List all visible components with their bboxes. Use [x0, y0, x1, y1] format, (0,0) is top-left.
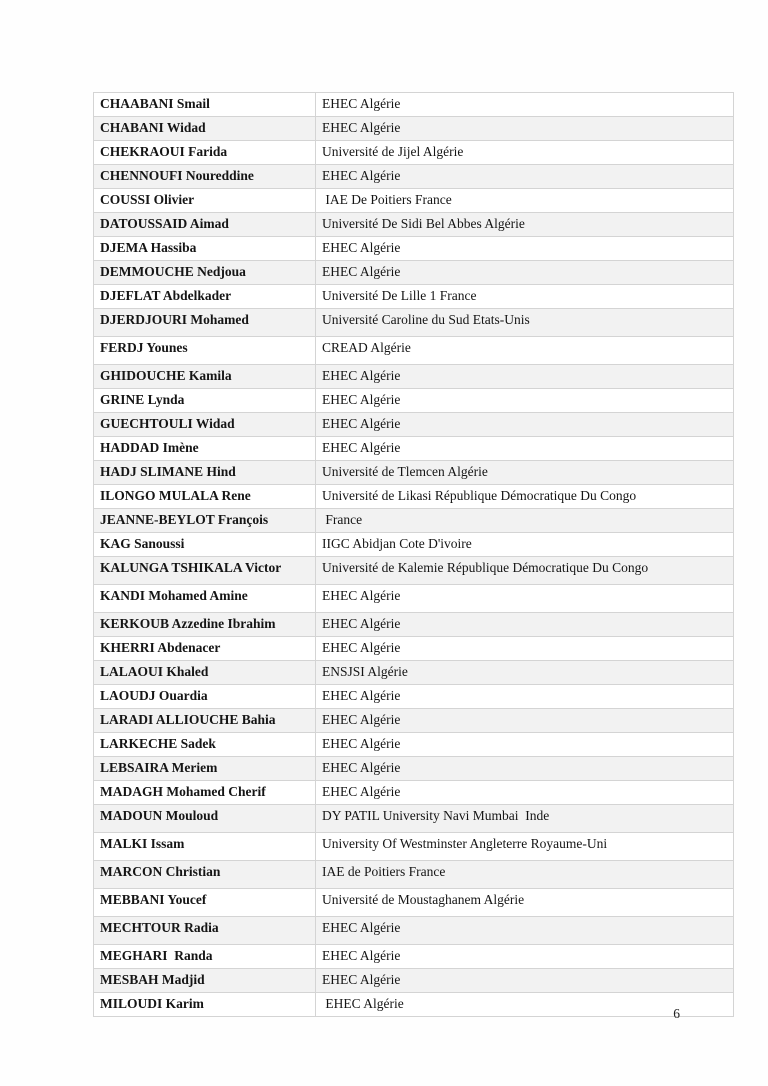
participant-affiliation: EHEC Algérie	[316, 709, 734, 733]
table-row	[94, 637, 734, 661]
participant-name: MEBBANI Youcef	[94, 889, 316, 917]
participant-name: HADDAD Imène	[94, 437, 316, 461]
participant-affiliation: CREAD Algérie	[316, 337, 734, 365]
participant-affiliation: EHEC Algérie	[316, 365, 734, 389]
table-row	[94, 237, 734, 261]
table-row	[94, 365, 734, 389]
participant-affiliation: Université De Lille 1 France	[316, 285, 734, 309]
table-row	[94, 533, 734, 557]
participant-name: DATOUSSAID Aimad	[94, 213, 316, 237]
participant-affiliation: University Of Westminster Angleterre Royaume-Uni	[316, 833, 734, 861]
participant-name: CHABANI Widad	[94, 117, 316, 141]
participant-affiliation: EHEC Algérie	[316, 389, 734, 413]
table-row	[94, 709, 734, 733]
participant-affiliation: EHEC Algérie	[316, 261, 734, 285]
table-row	[94, 861, 734, 889]
participant-affiliation: EHEC Algérie	[316, 165, 734, 189]
table-row	[94, 945, 734, 969]
table-row	[94, 93, 734, 117]
participant-name: MALKI Issam	[94, 833, 316, 861]
table-row	[94, 117, 734, 141]
table-row	[94, 781, 734, 805]
participant-name: GHIDOUCHE Kamila	[94, 365, 316, 389]
table-row	[94, 993, 734, 1017]
participant-name: KALUNGA TSHIKALA Victor	[94, 557, 316, 585]
participant-name: KERKOUB Azzedine Ibrahim	[94, 613, 316, 637]
participants-table	[93, 92, 734, 1017]
participant-name: GRINE Lynda	[94, 389, 316, 413]
participant-name: LAOUDJ Ouardia	[94, 685, 316, 709]
participant-name: LARADI ALLIOUCHE Bahia	[94, 709, 316, 733]
participant-name: KHERRI Abdenacer	[94, 637, 316, 661]
participant-affiliation: ENSJSI Algérie	[316, 661, 734, 685]
table-row	[94, 141, 734, 165]
participant-name: COUSSI Olivier	[94, 189, 316, 213]
participant-name: LEBSAIRA Meriem	[94, 757, 316, 781]
participant-name: DJERDJOURI Mohamed	[94, 309, 316, 337]
participants-table-body	[94, 93, 734, 1017]
table-row	[94, 661, 734, 685]
participant-name: MADOUN Mouloud	[94, 805, 316, 833]
table-row	[94, 805, 734, 833]
participant-name: CHENNOUFI Noureddine	[94, 165, 316, 189]
participant-name: HADJ SLIMANE Hind	[94, 461, 316, 485]
participant-name: JEANNE-BEYLOT François	[94, 509, 316, 533]
participant-affiliation: IIGC Abidjan Cote D'ivoire	[316, 533, 734, 557]
participant-name: DEMMOUCHE Nedjoua	[94, 261, 316, 285]
participant-affiliation: Université de Likasi République Démocratique Du Congo	[316, 485, 734, 509]
participant-affiliation: EHEC Algérie	[316, 585, 734, 613]
participant-name: FERDJ Younes	[94, 337, 316, 365]
table-row	[94, 389, 734, 413]
table-row	[94, 485, 734, 509]
table-row	[94, 509, 734, 533]
participant-affiliation: Université de Kalemie République Démocratique Du Congo	[316, 557, 734, 585]
participant-affiliation: EHEC Algérie	[316, 757, 734, 781]
participant-name: MESBAH Madjid	[94, 969, 316, 993]
participant-name: MEGHARI Randa	[94, 945, 316, 969]
page-number: 6	[673, 1006, 680, 1021]
table-row	[94, 413, 734, 437]
participant-affiliation: Université de Moustaghanem Algérie	[316, 889, 734, 917]
table-row	[94, 557, 734, 585]
participant-affiliation: EHEC Algérie	[316, 781, 734, 805]
participant-affiliation: IAE de Poitiers France	[316, 861, 734, 889]
participant-affiliation: EHEC Algérie	[316, 917, 734, 945]
participant-affiliation: EHEC Algérie	[316, 117, 734, 141]
participant-name: ILONGO MULALA Rene	[94, 485, 316, 509]
table-row	[94, 917, 734, 945]
participant-affiliation: Université de Tlemcen Algérie	[316, 461, 734, 485]
table-row	[94, 261, 734, 285]
participant-name: GUECHTOULI Widad	[94, 413, 316, 437]
participant-affiliation: EHEC Algérie	[316, 733, 734, 757]
participant-affiliation: EHEC Algérie	[316, 613, 734, 637]
participant-affiliation: Université Caroline du Sud Etats-Unis	[316, 309, 734, 337]
table-row	[94, 213, 734, 237]
participant-name: MADAGH Mohamed Cherif	[94, 781, 316, 805]
participant-name: LALAOUI Khaled	[94, 661, 316, 685]
participant-name: CHAABANI Smail	[94, 93, 316, 117]
participant-name: KANDI Mohamed Amine	[94, 585, 316, 613]
participant-name: LARKECHE Sadek	[94, 733, 316, 757]
participant-affiliation: EHEC Algérie	[316, 93, 734, 117]
table-row	[94, 889, 734, 917]
table-row	[94, 165, 734, 189]
participant-affiliation: EHEC Algérie	[316, 993, 734, 1017]
participant-name: MARCON Christian	[94, 861, 316, 889]
participant-affiliation: Université De Sidi Bel Abbes Algérie	[316, 213, 734, 237]
table-row	[94, 337, 734, 365]
participant-name: MECHTOUR Radia	[94, 917, 316, 945]
table-row	[94, 969, 734, 993]
table-row	[94, 613, 734, 637]
participant-affiliation: EHEC Algérie	[316, 437, 734, 461]
table-row	[94, 285, 734, 309]
table-row	[94, 189, 734, 213]
participant-name: DJEFLAT Abdelkader	[94, 285, 316, 309]
participant-affiliation: EHEC Algérie	[316, 969, 734, 993]
participant-name: KAG Sanoussi	[94, 533, 316, 557]
table-row	[94, 757, 734, 781]
table-row	[94, 585, 734, 613]
participant-affiliation: DY PATIL University Navi Mumbai Inde	[316, 805, 734, 833]
table-row	[94, 733, 734, 757]
participant-name: MILOUDI Karim	[94, 993, 316, 1017]
participant-affiliation: Université de Jijel Algérie	[316, 141, 734, 165]
table-row	[94, 437, 734, 461]
table-row	[94, 685, 734, 709]
table-row	[94, 461, 734, 485]
participant-affiliation: IAE De Poitiers France	[316, 189, 734, 213]
participant-name: CHEKRAOUI Farida	[94, 141, 316, 165]
participant-affiliation: EHEC Algérie	[316, 637, 734, 661]
participant-name: DJEMA Hassiba	[94, 237, 316, 261]
table-row	[94, 309, 734, 337]
participant-affiliation: France	[316, 509, 734, 533]
participant-affiliation: EHEC Algérie	[316, 945, 734, 969]
participant-affiliation: EHEC Algérie	[316, 237, 734, 261]
table-row	[94, 833, 734, 861]
participant-affiliation: EHEC Algérie	[316, 413, 734, 437]
participant-affiliation: EHEC Algérie	[316, 685, 734, 709]
